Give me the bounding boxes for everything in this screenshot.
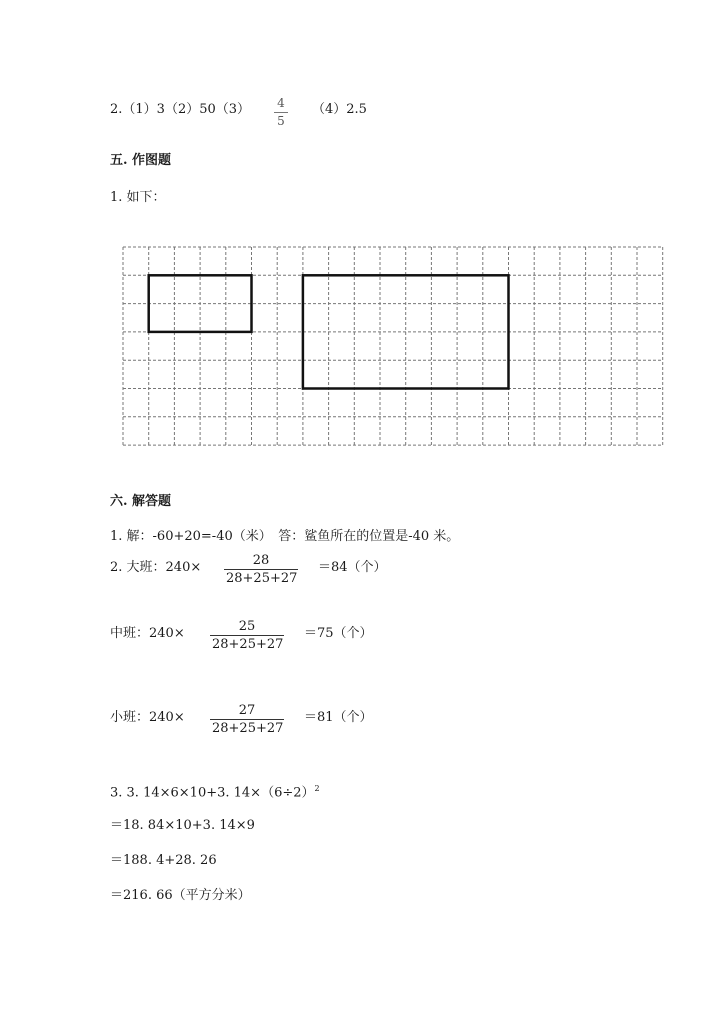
mid-class-result: ＝75（个） [304,626,373,641]
section-6-item-1: 1. 解：-60+20=-40（米） 答：鲨鱼所在的位置是-40 米。 [110,529,460,544]
mid-class-label: 中班：240× [110,626,185,641]
mid-class-fraction [210,619,284,652]
big-class-result: ＝84（个） [318,560,387,575]
small-class-label: 小班：240× [110,710,185,725]
small-class-result: ＝81（个） [304,710,373,725]
section-5-item-1: 1. 如下： [110,190,166,205]
fraction-bar [224,569,298,570]
item-3-line-1-text: 3. 3. 14×6×10+3. 14×（6÷2） [110,785,315,801]
section-5-title: 五. 作图题 [110,153,172,168]
item-3-line-1 [110,781,320,801]
item-3-line-3: ＝188. 4+28. 26 [110,853,217,868]
small-class-fraction [210,703,284,736]
big-class-fraction [224,553,298,586]
item-3-line-2: ＝18. 84×10+3. 14×9 [110,818,255,833]
fraction-bar [210,719,284,720]
answer-4-2-suffix: （4）2.5 [312,102,367,117]
answer-4-2-prefix: 2.（1）3（2）50（3） [110,102,251,117]
fraction-denominator: 28+25+27 [212,721,284,736]
fraction-numerator: 27 [238,703,256,718]
grid-lines [123,247,663,445]
fraction-denominator: 28+25+27 [212,637,284,652]
section-6-title: 六. 解答题 [110,494,172,509]
item-3-line-4: ＝216. 66（平方分米） [110,888,251,903]
fraction-denominator: 28+25+27 [226,571,298,586]
fraction-numerator: 25 [238,619,256,634]
fraction-numerator: 4 [277,96,285,110]
fraction-denominator: 5 [277,114,285,128]
big-class-label: 2. 大班：240× [110,560,202,575]
fraction-numerator: 28 [252,553,270,568]
item-3-exponent: 2 [314,784,320,793]
fraction-bar [210,635,284,636]
